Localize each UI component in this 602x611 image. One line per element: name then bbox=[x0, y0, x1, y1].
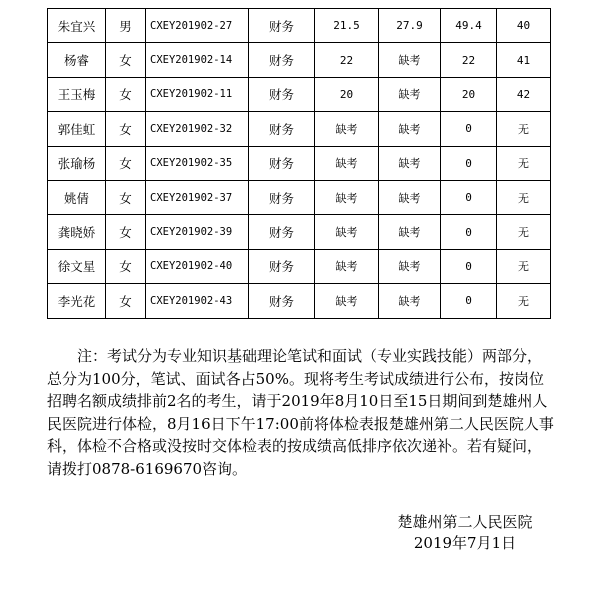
rank-cell: 41 bbox=[497, 43, 551, 77]
department-cell: 财务 bbox=[249, 284, 315, 318]
exam-id-cell: CXEY201902-43 bbox=[146, 284, 249, 318]
candidate-name-cell: 郭佳虹 bbox=[48, 112, 106, 146]
department-cell: 财务 bbox=[249, 146, 315, 180]
results-table-container bbox=[47, 8, 550, 319]
exam-id-cell: CXEY201902-32 bbox=[146, 112, 249, 146]
total-score-cell: 0 bbox=[441, 249, 497, 283]
exam-id-cell: CXEY201902-40 bbox=[146, 249, 249, 283]
rank-cell: 无 bbox=[497, 112, 551, 146]
total-score-cell: 0 bbox=[441, 146, 497, 180]
rank-cell: 42 bbox=[497, 77, 551, 111]
exam-id-cell: CXEY201902-14 bbox=[146, 43, 249, 77]
interview-score-cell: 缺考 bbox=[379, 43, 441, 77]
rank-cell: 无 bbox=[497, 284, 551, 318]
exam-id-cell: CXEY201902-11 bbox=[146, 77, 249, 111]
written-score-cell: 缺考 bbox=[315, 112, 379, 146]
written-score-cell: 21.5 bbox=[315, 9, 379, 43]
candidate-name-cell: 杨睿 bbox=[48, 43, 106, 77]
candidate-name-cell: 姚倩 bbox=[48, 180, 106, 214]
candidate-gender-cell: 女 bbox=[106, 284, 146, 318]
candidate-gender-cell: 女 bbox=[106, 43, 146, 77]
table-row bbox=[48, 215, 551, 249]
department-cell: 财务 bbox=[249, 112, 315, 146]
exam-id-cell: CXEY201902-27 bbox=[146, 9, 249, 43]
interview-score-cell: 缺考 bbox=[379, 249, 441, 283]
exam-results-table bbox=[47, 8, 551, 319]
written-score-cell: 22 bbox=[315, 43, 379, 77]
written-score-cell: 缺考 bbox=[315, 146, 379, 180]
issue-date: 2019年7月1日 bbox=[413, 534, 517, 552]
interview-score-cell: 缺考 bbox=[379, 215, 441, 249]
table-row bbox=[48, 249, 551, 283]
results-table-body bbox=[48, 9, 551, 319]
rank-cell: 无 bbox=[497, 215, 551, 249]
total-score-cell: 20 bbox=[441, 77, 497, 111]
candidate-gender-cell: 女 bbox=[106, 146, 146, 180]
total-score-cell: 49.4 bbox=[441, 9, 497, 43]
candidate-name-cell: 朱宜兴 bbox=[48, 9, 106, 43]
department-cell: 财务 bbox=[249, 215, 315, 249]
exam-id-cell: CXEY201902-37 bbox=[146, 180, 249, 214]
rank-cell: 无 bbox=[497, 146, 551, 180]
written-score-cell: 缺考 bbox=[315, 249, 379, 283]
total-score-cell: 0 bbox=[441, 215, 497, 249]
department-cell: 财务 bbox=[249, 249, 315, 283]
candidate-gender-cell: 女 bbox=[106, 180, 146, 214]
candidate-name-cell: 龚晓娇 bbox=[48, 215, 106, 249]
table-row bbox=[48, 43, 551, 77]
rank-cell: 无 bbox=[497, 249, 551, 283]
interview-score-cell: 缺考 bbox=[379, 112, 441, 146]
written-score-cell: 20 bbox=[315, 77, 379, 111]
exam-id-cell: CXEY201902-35 bbox=[146, 146, 249, 180]
candidate-name-cell: 徐文星 bbox=[48, 249, 106, 283]
department-cell: 财务 bbox=[249, 9, 315, 43]
candidate-name-cell: 张瑜杨 bbox=[48, 146, 106, 180]
candidate-gender-cell: 女 bbox=[106, 77, 146, 111]
interview-score-cell: 缺考 bbox=[379, 284, 441, 318]
department-cell: 财务 bbox=[249, 43, 315, 77]
written-score-cell: 缺考 bbox=[315, 215, 379, 249]
table-row bbox=[48, 77, 551, 111]
written-score-cell: 缺考 bbox=[315, 284, 379, 318]
notice-text: 注：考试分为专业知识基础理论笔试和面试（专业实践技能）两部分，总分为100分，笔试、面试各占50%。现将考生考试成绩进行公布，按岗位招聘名额成绩排前2名的考生，请于2019年8月10日至15日期间到楚雄州人民医院进行体检，8月16日下午17:00前将体检表报楚雄州第二人民医院人事科，体检不合格或没按时交体检表的按成绩高低排序依次递补。若有疑问，请拨打0878-6169670咨询。 bbox=[47, 347, 554, 478]
candidate-gender-cell: 男 bbox=[106, 9, 146, 43]
table-row bbox=[48, 9, 551, 43]
interview-score-cell: 缺考 bbox=[379, 77, 441, 111]
candidate-name-cell: 李光花 bbox=[48, 284, 106, 318]
candidate-gender-cell: 女 bbox=[106, 215, 146, 249]
interview-score-cell: 缺考 bbox=[379, 180, 441, 214]
total-score-cell: 0 bbox=[441, 180, 497, 214]
department-cell: 财务 bbox=[249, 77, 315, 111]
candidate-name-cell: 王玉梅 bbox=[48, 77, 106, 111]
issuing-organization: 楚雄州第二人民医院 bbox=[397, 513, 533, 531]
candidate-gender-cell: 女 bbox=[106, 249, 146, 283]
exam-id-cell: CXEY201902-39 bbox=[146, 215, 249, 249]
total-score-cell: 0 bbox=[441, 284, 497, 318]
table-row bbox=[48, 180, 551, 214]
department-cell: 财务 bbox=[249, 180, 315, 214]
interview-score-cell: 缺考 bbox=[379, 146, 441, 180]
rank-cell: 40 bbox=[497, 9, 551, 43]
interview-score-cell: 27.9 bbox=[379, 9, 441, 43]
table-row bbox=[48, 284, 551, 318]
total-score-cell: 0 bbox=[441, 112, 497, 146]
table-row bbox=[48, 146, 551, 180]
rank-cell: 无 bbox=[497, 180, 551, 214]
written-score-cell: 缺考 bbox=[315, 180, 379, 214]
total-score-cell: 22 bbox=[441, 43, 497, 77]
table-row bbox=[48, 112, 551, 146]
candidate-gender-cell: 女 bbox=[106, 112, 146, 146]
